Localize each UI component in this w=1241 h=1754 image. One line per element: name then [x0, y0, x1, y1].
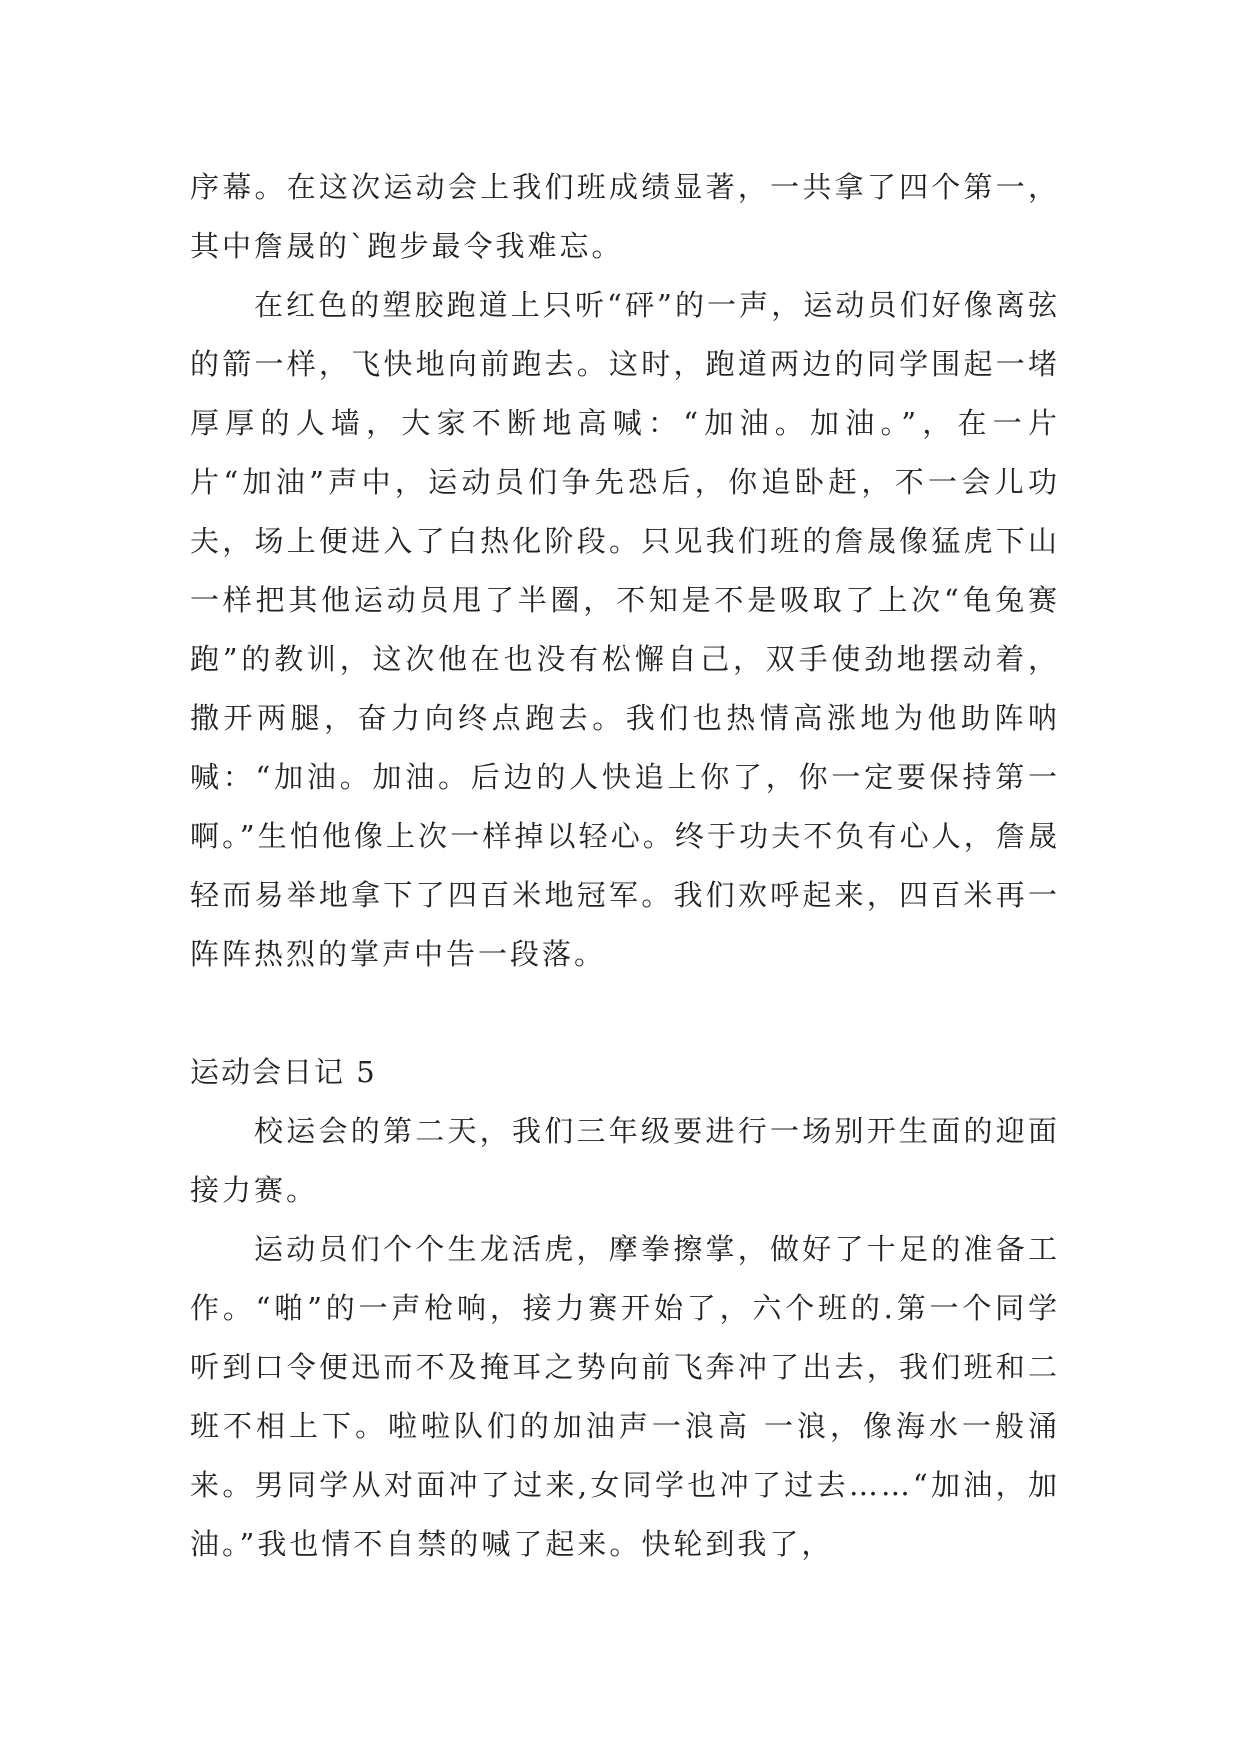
paragraph: 序幕。在这次运动会上我们班成绩显著，一共拿了四个第一，其中詹晟的`跑步最令我难忘。 [190, 170, 1060, 263]
paragraph: 运动员们个个生龙活虎，摩拳擦掌，做好了十足的准备工作。“啪”的一声枪响，接力赛开始了，六个班的.第一个同学听到口令便迅而不及掩耳之势向前飞奔冲了出去，我们班和二班不相上下。啦啦队们的加油声一浪高 一浪，像海水一般涌来。男同学从对面冲了过来,女同学也冲了过去……“加油，加油。”我也情不自禁的喊了起来。快轮到我了， [190, 1232, 1060, 1561]
paragraph: 在红色的塑胶跑道上只听“砰”的一声，运动员们好像离弦的箭一样，飞快地向前跑去。这时，跑道两边的同学围起一堵厚厚的人墙，大家不断地高喊：“加油。加油。”，在一片片“加油”声中，运动员们争先恐后，你追卧赶，不一会儿功夫，场上便进入了白热化阶段。只见我们班的詹晟像猛虎下山一样把其他运动员甩了半圈，不知是不是吸取了上次“龟兔赛跑”的教训，这次他在也没有松懈自己，双手使劲地摆动着，撒开两腿，奋力向终点跑去。我们也热情高涨地为他助阵呐喊：“加油。加油。后边的人快追上你了，你一定要保持第一啊。”生怕他像上次一样掉以轻心。终于功夫不负有心人，詹晟轻而易举地拿下了四百米地冠军。我们欢呼起来，四百米再一阵阵热烈的掌声中告一段落。 [190, 288, 1060, 971]
section-title: 运动会日记 5 [190, 1055, 377, 1089]
document-body [190, 158, 1060, 1574]
paragraph: 校运会的第二天，我们三年级要进行一场别开生面的迎面接力赛。 [190, 1114, 1060, 1207]
